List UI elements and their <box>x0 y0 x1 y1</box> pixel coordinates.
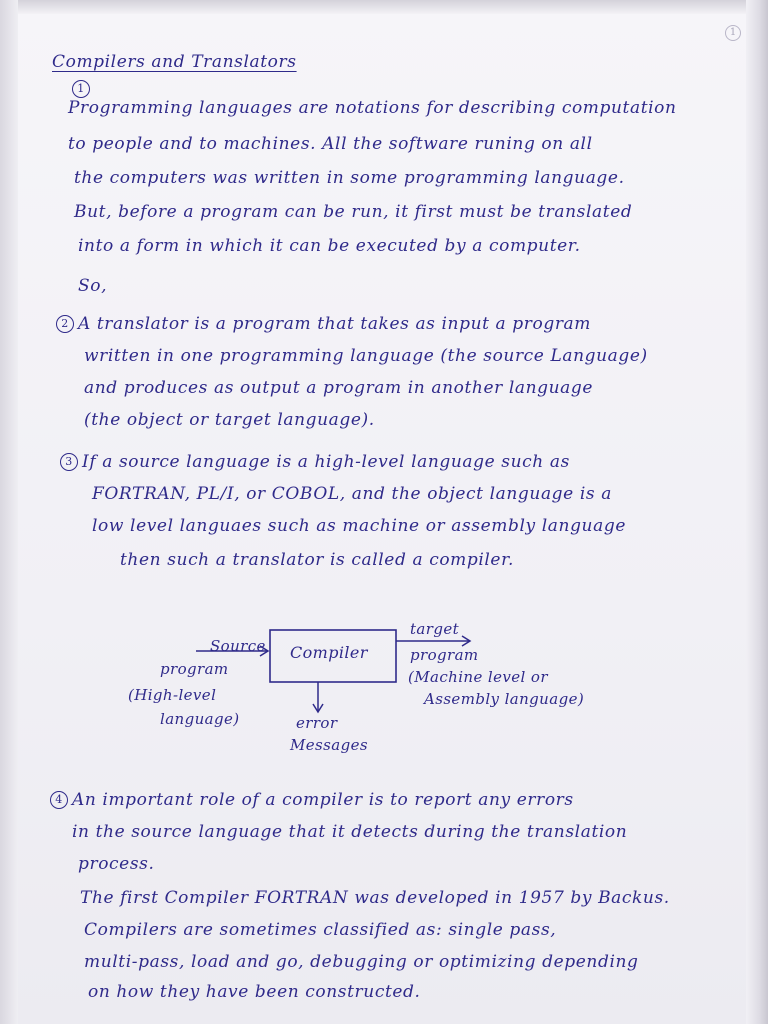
para3-number: 3 <box>60 453 78 471</box>
input-note-1: (High-level <box>128 686 217 704</box>
error-label-1: error <box>296 714 338 732</box>
para2-line-3: and produces as output a program in another language <box>84 378 594 398</box>
para4-line-7: on how they have been constructed. <box>88 982 421 1002</box>
para1-number: 1 <box>72 80 90 98</box>
output-label-2: program <box>410 646 479 664</box>
para1-line-3: the computers was written in some programming language. <box>74 168 625 188</box>
para1-line-4: But, before a program can be run, it first must be translated <box>74 202 633 222</box>
para4-line-1-text: An important role of a compiler is to report any errors <box>72 790 574 810</box>
para4-line-1 <box>50 790 574 810</box>
para4-line-4: The first Compiler FORTRAN was developed in 1957 by Backus. <box>80 888 670 908</box>
input-label-1: Source <box>210 637 266 655</box>
para2-number: 2 <box>56 315 74 333</box>
page-number: 1 <box>725 25 741 41</box>
para2-line-4: (the object or target language). <box>84 410 375 430</box>
para4-line-2: in the source language that it detects during the translation <box>72 822 628 842</box>
para3-line-2: FORTRAN, PL/I, or COBOL, and the object language is a <box>92 484 612 504</box>
para2-line-1-text: A translator is a program that takes as input a program <box>78 314 592 334</box>
para1-line-2: to people and to machines. All the software runing on all <box>68 134 593 154</box>
para4-line-3: process. <box>78 854 155 874</box>
output-label-1: target <box>410 620 460 638</box>
input-note-2: language) <box>160 710 240 728</box>
para4-number: 4 <box>50 791 68 809</box>
output-note-2: Assembly language) <box>424 690 585 708</box>
error-label-2: Messages <box>290 736 368 754</box>
para4-line-6: multi-pass, load and go, debugging or optimizing depending <box>84 952 639 972</box>
page-title: Compilers and Translators <box>52 52 297 72</box>
para2-line-2: written in one programming language (the source Language) <box>84 346 648 366</box>
para1-line-6: So, <box>78 276 108 296</box>
para3-line-1-text: If a source language is a high-level language such as <box>82 452 570 472</box>
compiler-box-label: Compiler <box>290 643 368 662</box>
para4-line-5: Compilers are sometimes classified as: single pass, <box>84 920 557 940</box>
para3-line-3: low level languaes such as machine or assembly language <box>92 516 626 536</box>
input-label-2: program <box>160 660 229 678</box>
para3-line-4: then such a translator is called a compiler. <box>120 550 514 570</box>
para1-line-5: into a form in which it can be executed by a computer. <box>78 236 581 256</box>
para1-line-1: Programming languages are notations for describing computation <box>68 98 677 118</box>
output-note-1: (Machine level or <box>408 668 548 686</box>
